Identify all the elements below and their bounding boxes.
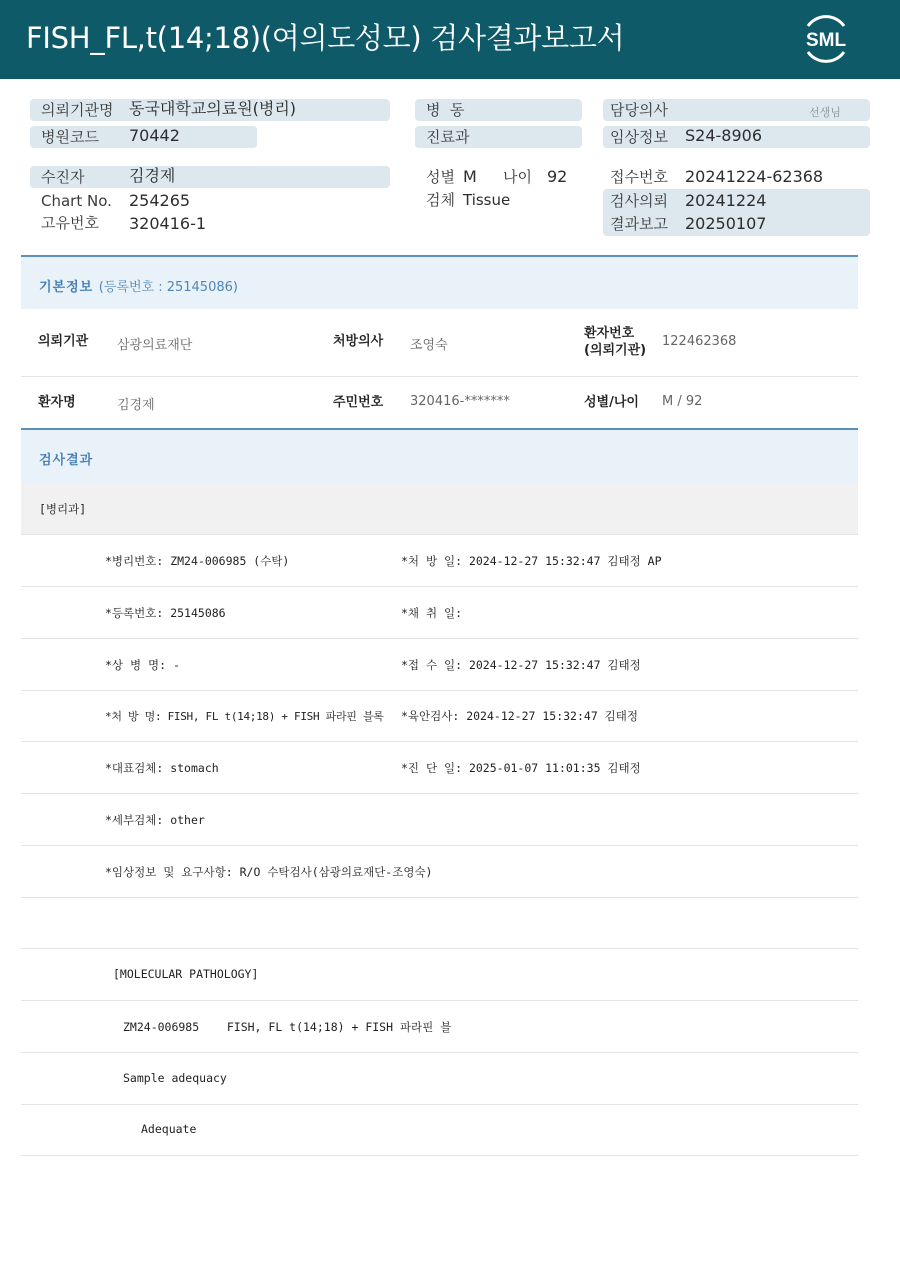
result-left: *상 병 명: - — [105, 658, 180, 672]
result-right: *처 방 일: 2024-12-27 15:32:47 김태정 AP — [401, 554, 662, 568]
results-header — [21, 428, 858, 483]
sample-adequacy-label: Sample adequacy — [123, 1071, 227, 1085]
patient-label: 수진자 — [41, 168, 85, 186]
institution-value: 동국대학교의료원(병리) — [129, 99, 297, 118]
chart-value: 254265 — [129, 191, 191, 210]
sex-age-key: 성별/나이 — [584, 395, 639, 410]
department-row — [21, 483, 858, 535]
ward-label: 병 동 — [426, 101, 465, 119]
request-value: 20241224 — [685, 191, 767, 210]
report-title: FISH_FL,t(14;18)(여의도성모) 검사결과보고서 — [26, 21, 625, 55]
sex-value: M — [463, 167, 477, 186]
sex-label: 성별 — [426, 168, 455, 186]
patient-no-cell: 122462368 — [662, 334, 737, 349]
patient-value: 김경제 — [129, 166, 176, 185]
result-line — [21, 949, 858, 1001]
specimen-label: 검체 — [426, 191, 455, 209]
result-left: *임상정보 및 요구사항: R/O 수탁검사(삼광의료재단-조영숙) — [105, 865, 433, 879]
patient-no-key-2: (의뢰기관) — [584, 343, 647, 358]
molecular-order: ZM24-006985 FISH, FL t(14;18) + FISH 파라핀 블 — [123, 1020, 452, 1034]
patient-no-key-1: 환자번호 — [584, 326, 635, 341]
result-line — [21, 535, 858, 587]
patient-name-key: 환자명 — [38, 395, 76, 410]
specimen-value: Tissue — [463, 191, 511, 209]
department-label: 진료과 — [426, 128, 470, 146]
resident-no-key: 주민번호 — [333, 395, 384, 410]
result-left: *대표검체: stomach — [105, 761, 219, 775]
molecular-heading: [MOLECULAR PATHOLOGY] — [113, 967, 259, 981]
result-line — [21, 794, 858, 846]
sex-age-cell: M / 92 — [662, 394, 703, 409]
result-right: *채 취 일: — [401, 606, 463, 620]
result-line — [21, 846, 858, 898]
unique-label: 고유번호 — [41, 214, 99, 232]
institution-key: 의뢰기관 — [38, 334, 89, 349]
result-line — [21, 690, 858, 742]
basic-info-header — [21, 255, 858, 309]
basic-info-title-text: 기본정보 — [39, 280, 94, 295]
age-value: 92 — [547, 167, 568, 186]
sample-adequacy-value: Adequate — [141, 1122, 197, 1136]
receipt-value: 20241224-62368 — [685, 167, 824, 186]
doctor-label: 담당의사 — [610, 101, 668, 119]
result-right: *육안검사: 2024-12-27 15:32:47 김태정 — [401, 709, 639, 723]
unique-value: 320416-1 — [129, 214, 207, 233]
result-line — [21, 587, 858, 639]
patient-name-cell: 김경제 — [117, 398, 155, 413]
report-label: 결과보고 — [610, 215, 668, 233]
age-label: 나이 — [503, 168, 532, 186]
basic-info-row-2 — [21, 377, 858, 429]
report-value: 20250107 — [685, 214, 767, 233]
doctor-cell: 조영숙 — [410, 338, 448, 353]
basic-info-title — [39, 276, 238, 295]
basic-info-row-1 — [21, 309, 858, 377]
clinical-value: S24-8906 — [685, 126, 763, 145]
request-label: 검사의뢰 — [610, 192, 668, 210]
result-line — [21, 1053, 858, 1105]
result-left: *병리번호: ZM24-006985 (수탁) — [105, 554, 290, 568]
registration-number: (등록번호 : 25145086) — [98, 280, 238, 295]
clinical-label: 임상정보 — [610, 128, 668, 146]
svg-text:SML: SML — [805, 30, 847, 51]
result-left: *등록번호: 25145086 — [105, 606, 226, 620]
receipt-label: 접수번호 — [610, 168, 668, 186]
result-line-empty — [21, 897, 858, 949]
institution-label: 의뢰기관명 — [41, 101, 114, 119]
patient-info-block — [0, 0, 900, 240]
result-line — [21, 742, 858, 794]
hospital-code-label: 병원코드 — [41, 128, 99, 146]
doctor-suffix: 선생님 — [809, 106, 841, 119]
results-title: 검사결과 — [39, 453, 94, 468]
result-line — [21, 1104, 858, 1156]
resident-no-cell: 320416-******* — [410, 394, 510, 409]
result-left: *세부검체: other — [105, 813, 205, 827]
hospital-code-value: 70442 — [129, 126, 180, 145]
department-tag: [병리과] — [39, 502, 87, 516]
result-right: *접 수 일: 2024-12-27 15:32:47 김태정 — [401, 658, 641, 672]
chart-label: Chart No. — [41, 192, 112, 210]
result-left: *처 방 명: FISH, FL t(14;18) + FISH 파라핀 블록 — [105, 710, 384, 723]
result-line — [21, 639, 858, 691]
institution-cell: 삼광의료재단 — [117, 338, 193, 353]
result-line — [21, 1001, 858, 1053]
result-right: *진 단 일: 2025-01-07 11:01:35 김태정 — [401, 761, 641, 775]
doctor-key: 처방의사 — [333, 334, 384, 349]
